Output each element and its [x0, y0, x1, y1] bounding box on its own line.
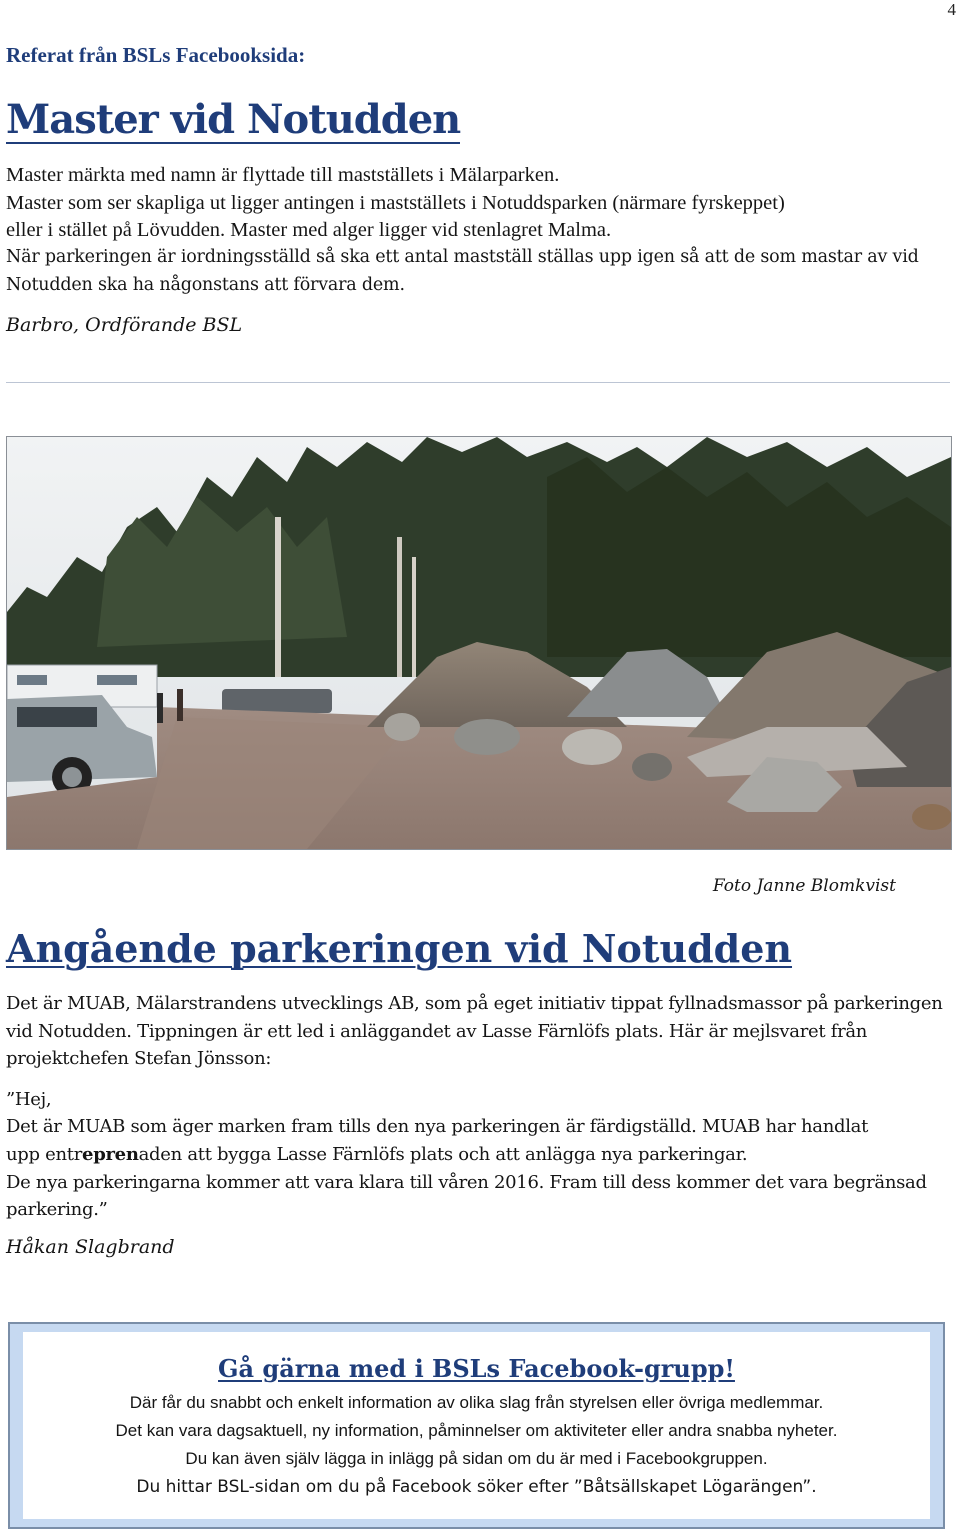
- quote-line: [6, 1141, 954, 1169]
- section-kicker: Referat från BSLs Facebooksida:: [6, 43, 306, 67]
- quote-line: De nya parkeringarna kommer att vara klara till våren 2016. Fram till dess kommer det vara begränsad parkering.”: [6, 1171, 927, 1221]
- facebook-line: Det kan vara dagsaktuell, ny information, påminnelser om aktiviteter eller andra snabba nyheter.: [115, 1421, 838, 1440]
- facebook-info-inner: [23, 1332, 930, 1519]
- body-line: eller i stället på Lövudden. Master med alger ligger vid stenlagret Malma.: [6, 219, 612, 241]
- article-title-parkering: Angående parkeringen vid Notudden: [6, 926, 793, 971]
- photo-caption: Foto Janne Blomkvist: [712, 876, 896, 896]
- facebook-heading: Gå gärna med i BSLs Facebook-grupp!: [218, 1354, 735, 1383]
- divider-line: [6, 382, 950, 383]
- facebook-line: Du kan även själv lägga in inlägg på sidan om du är med i Facebookgruppen.: [185, 1449, 768, 1468]
- signature-hakan: Håkan Slagbrand: [6, 1236, 175, 1258]
- body-line: Master som ser skapliga ut ligger antingen i mastställets i Notuddsparken (närmare fyrskeppet): [6, 191, 785, 214]
- quote-greeting: ”Hej,: [6, 1088, 52, 1110]
- quote-line: Det är MUAB som äger marken fram tills den nya parkeringen är färdigställd. MUAB har handlat: [6, 1116, 869, 1138]
- quote-text: upp entr: [6, 1143, 83, 1165]
- quote-text: aden att bygga Lasse Färnlöfs plats och att anlägga nya parkeringar.: [138, 1143, 748, 1165]
- facebook-line: Där får du snabbt och enkelt information av olika slag från styrelsen eller övriga medlemmar.: [129, 1393, 824, 1412]
- intro-paragraph: Det är MUAB, Mälarstrandens utvecklings AB, som på eget initiativ tippat fyllnadsmassor på parkeringen vid Notudden. Tippningen är ett led i anläggandet av Lasse Färnlöfs plats. Här är mejlsvaret från projektchefen Stefan Jönsson:: [6, 993, 943, 1070]
- article-master-body: [6, 162, 951, 245]
- quote-text-bold: epren: [82, 1143, 139, 1165]
- page-number: 4: [947, 0, 956, 19]
- body-line: Master märkta med namn är flyttade till mastställets i Mälarparken.: [6, 164, 560, 186]
- parking-photo: [6, 436, 952, 850]
- facebook-line: Du hittar BSL-sidan om du på Facebook söker efter ”Båtsällskapet Lögarängen”.: [136, 1477, 817, 1497]
- facebook-info-box: [8, 1322, 945, 1529]
- article-title-master: Master vid Notudden: [6, 96, 461, 143]
- signature-barbro: Barbro, Ordförande BSL: [6, 314, 243, 336]
- article-parkering-body: [6, 990, 954, 1224]
- article-master-paragraph: När parkeringen är iordningsställd så ska ett antal mastställ ställas upp igen så att de som mastar av vid Notudden ska ha någonstans att förvara dem.: [6, 247, 919, 295]
